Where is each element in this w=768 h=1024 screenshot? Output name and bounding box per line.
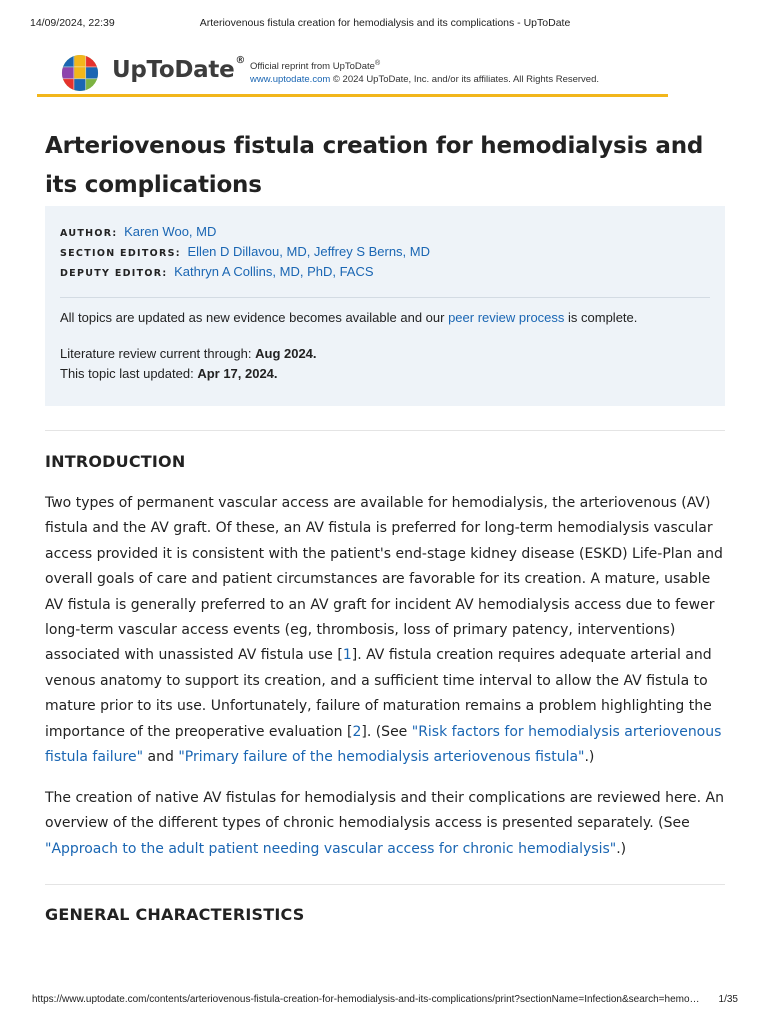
section-divider bbox=[45, 884, 725, 885]
section-editors-label: SECTION EDITORS: bbox=[60, 248, 181, 259]
deputy-editor-row bbox=[60, 264, 374, 282]
uptodate-logo-icon bbox=[61, 54, 99, 92]
print-page-title: Arteriovenous fistula creation for hemodialysis and its complications - UpToDate bbox=[199, 17, 571, 29]
author-link[interactable]: Karen Woo, MD bbox=[124, 224, 217, 239]
risk-factors-topic-link[interactable]: "Risk factors for hemodialysis arteriovenous fistula failure" bbox=[45, 723, 722, 766]
introduction-heading: INTRODUCTION bbox=[45, 452, 186, 471]
introduction-paragraph-1: Two types of permanent vascular access are available for hemodialysis, the arteriovenous (AV) fistula and the AV graft. Of these, an AV fistula is preferred for long-term hemodialysis vascular access provided it is consistent with the patient's end-stage kidney disease (ESKD) Life-Plan and overall goals of care and patient circumstances are favorable for its creation. A mature, usable AV fistula is generally preferred to an AV graft for incident AV hemodialysis access due to fewer long-term vascular access events (eg, thrombosis, loss of primary patency, interventions) associated with unassisted AV fistula use [1]. AV fistula creation requires adequate arterial and venous anatomy to support its creation, and a sufficient time interval to allow the AV fistula to mature prior to its use. Unfortunately, failure of maturation remains a problem highlighting the importance of the preoperative evaluation [2]. (See "Risk factors for hemodialysis arteriovenous fistula failure" and "Primary failure of the hemodialysis arteriovenous fistula".) bbox=[45, 495, 723, 766]
reprint-line: Official reprint from UpToDate bbox=[250, 61, 375, 73]
author-label: AUTHOR: bbox=[60, 228, 118, 239]
last-updated-date: This topic last updated: Apr 17, 2024. bbox=[60, 366, 278, 381]
print-url: https://www.uptodate.com/contents/arteriovenous-fistula-creation-for-hemodialysis-and-its-complications/print?sectionName=Infection&search=hemo… bbox=[32, 994, 700, 1005]
meta-divider bbox=[60, 297, 710, 298]
primary-failure-topic-link[interactable]: "Primary failure of the hemodialysis arteriovenous fistula" bbox=[178, 749, 585, 766]
topic-meta-box bbox=[45, 206, 725, 406]
reprint-notice: Official reprint from UpToDate® www.uptodate.com © 2024 UpToDate, Inc. and/or its affiliates. All Rights Reserved. bbox=[250, 60, 600, 86]
deputy-editor-label: DEPUTY EDITOR: bbox=[60, 268, 168, 279]
copyright-text: © 2024 UpToDate, Inc. and/or its affiliates. All Rights Reserved. bbox=[330, 74, 600, 86]
section-editors-link[interactable]: Ellen D Dillavou, MD, Jeffrey S Berns, MD bbox=[187, 244, 430, 259]
update-policy-note: All topics are updated as new evidence becomes available and our peer review process is complete. bbox=[60, 310, 638, 325]
deputy-editor-link[interactable]: Kathryn A Collins, MD, PhD, FACS bbox=[174, 264, 374, 279]
reference-2-link[interactable]: 2 bbox=[352, 723, 362, 740]
page-title: Arteriovenous fistula creation for hemodialysis and its complications bbox=[45, 133, 704, 198]
section-divider bbox=[45, 430, 725, 431]
introduction-paragraph-2: The creation of native AV fistulas for hemodialysis and their complications are reviewed here. An overview of the different types of chronic hemodialysis access is presented separately. (See "Approach to the adult patient needing vascular access for chronic hemodialysis".) bbox=[45, 790, 724, 857]
site-link[interactable]: www.uptodate.com bbox=[250, 74, 331, 86]
brand-bar bbox=[37, 48, 668, 97]
vascular-access-topic-link[interactable]: "Approach to the adult patient needing vascular access for chronic hemodialysis" bbox=[45, 840, 617, 857]
section-editors-row bbox=[60, 244, 430, 262]
print-datetime: 14/09/2024, 22:39 bbox=[30, 17, 115, 29]
author-row bbox=[60, 224, 216, 242]
general-characteristics-heading: GENERAL CHARACTERISTICS bbox=[45, 905, 305, 924]
reference-1-link[interactable]: 1 bbox=[342, 647, 352, 664]
page-number: 1/35 bbox=[718, 994, 738, 1005]
brand-name: UpToDate® bbox=[112, 55, 246, 83]
peer-review-link[interactable]: peer review process bbox=[448, 310, 565, 325]
literature-review-date: Literature review current through: Aug 2024. bbox=[60, 346, 317, 361]
